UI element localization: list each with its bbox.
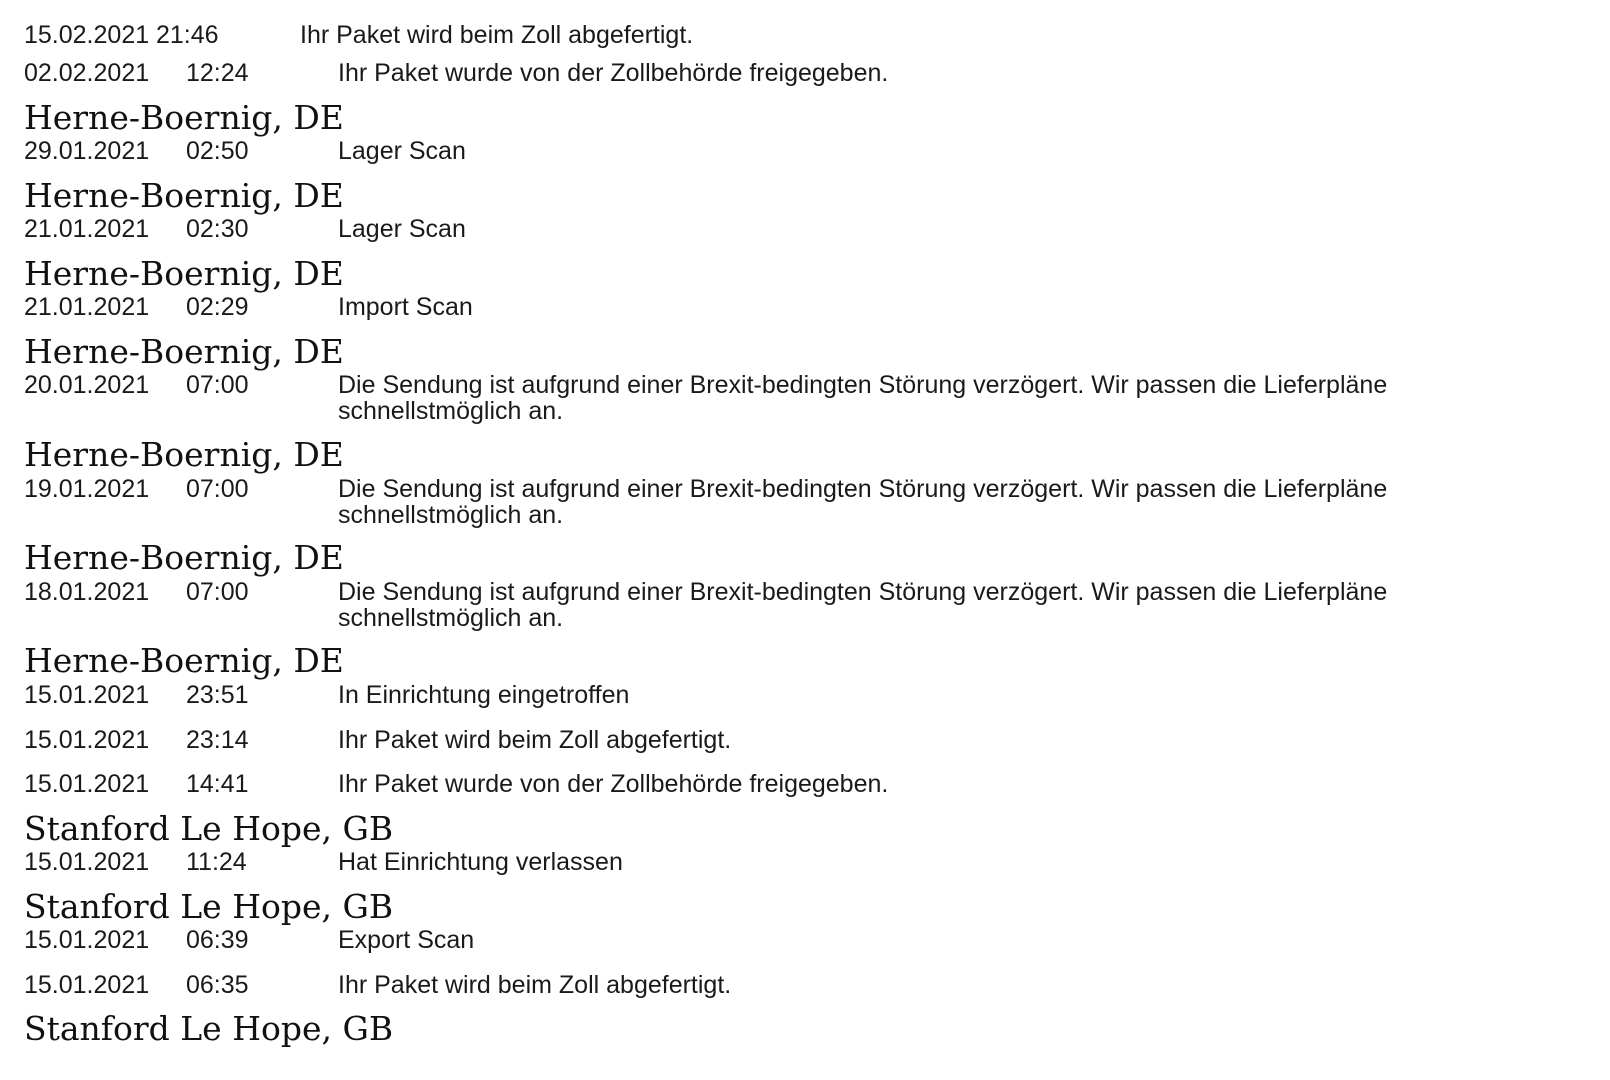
event-date: 15.01.2021	[24, 848, 150, 876]
event-message: Hat Einrichtung verlassen	[338, 848, 623, 876]
event-date: 15.01.2021	[24, 971, 150, 999]
location-heading: Herne-Boernig, DE	[24, 254, 344, 293]
location-heading: Herne-Boernig, DE	[24, 98, 344, 137]
event-date: 18.01.2021	[24, 578, 150, 606]
location-heading: Herne-Boernig, DE	[24, 641, 344, 680]
event-date: 02.02.2021	[24, 59, 150, 87]
event-date: 15.01.2021	[24, 770, 150, 798]
event-message: Die Sendung ist aufgrund einer Brexit-bedingten Störung verzögert. Wir passen die Lieferpläne schnellstmöglich an.	[338, 475, 1388, 529]
location-heading: Herne-Boernig, DE	[24, 332, 344, 371]
event-time: 21:46	[156, 21, 219, 49]
event-message: Ihr Paket wurde von der Zollbehörde freigegeben.	[338, 59, 889, 87]
event-date: 19.01.2021	[24, 475, 150, 503]
event-date: 15.02.2021	[24, 21, 150, 49]
event-time: 02:50	[186, 137, 249, 165]
event-time: 07:00	[186, 475, 249, 503]
event-time: 06:39	[186, 926, 249, 954]
event-time: 02:29	[186, 293, 249, 321]
event-time: 07:00	[186, 371, 249, 399]
event-date: 15.01.2021	[24, 681, 150, 709]
event-message: Lager Scan	[338, 215, 466, 243]
location-heading: Stanford Le Hope, GB	[24, 887, 394, 926]
location-heading: Stanford Le Hope, GB	[24, 809, 394, 848]
event-message: Lager Scan	[338, 137, 466, 165]
event-date: 20.01.2021	[24, 371, 150, 399]
event-date: 21.01.2021	[24, 293, 150, 321]
event-date: 15.01.2021	[24, 726, 150, 754]
event-time: 02:30	[186, 215, 249, 243]
event-message: In Einrichtung eingetroffen	[338, 681, 630, 709]
event-time: 12:24	[186, 59, 249, 87]
event-time: 06:35	[186, 971, 249, 999]
event-message: Ihr Paket wird beim Zoll abgefertigt.	[338, 971, 732, 999]
location-heading: Herne-Boernig, DE	[24, 538, 344, 577]
event-time: 14:41	[186, 770, 249, 798]
event-date: 15.01.2021	[24, 926, 150, 954]
event-message: Die Sendung ist aufgrund einer Brexit-bedingten Störung verzögert. Wir passen die Lieferpläne schnellstmöglich an.	[338, 371, 1388, 425]
event-message: Die Sendung ist aufgrund einer Brexit-bedingten Störung verzögert. Wir passen die Lieferpläne schnellstmöglich an.	[338, 578, 1388, 632]
location-heading: Herne-Boernig, DE	[24, 435, 344, 474]
event-message: Ihr Paket wird beim Zoll abgefertigt.	[300, 21, 694, 49]
location-heading: Stanford Le Hope, GB	[24, 1009, 394, 1048]
event-date: 29.01.2021	[24, 137, 150, 165]
event-message: Export Scan	[338, 926, 475, 954]
event-time: 07:00	[186, 578, 249, 606]
event-time: 11:24	[186, 848, 247, 876]
event-message: Import Scan	[338, 293, 473, 321]
event-message: Ihr Paket wird beim Zoll abgefertigt.	[338, 726, 732, 754]
event-message: Ihr Paket wurde von der Zollbehörde freigegeben.	[338, 770, 889, 798]
location-heading: Herne-Boernig, DE	[24, 176, 344, 215]
event-date: 21.01.2021	[24, 215, 150, 243]
event-time: 23:14	[186, 726, 249, 754]
event-time: 23:51	[186, 681, 249, 709]
